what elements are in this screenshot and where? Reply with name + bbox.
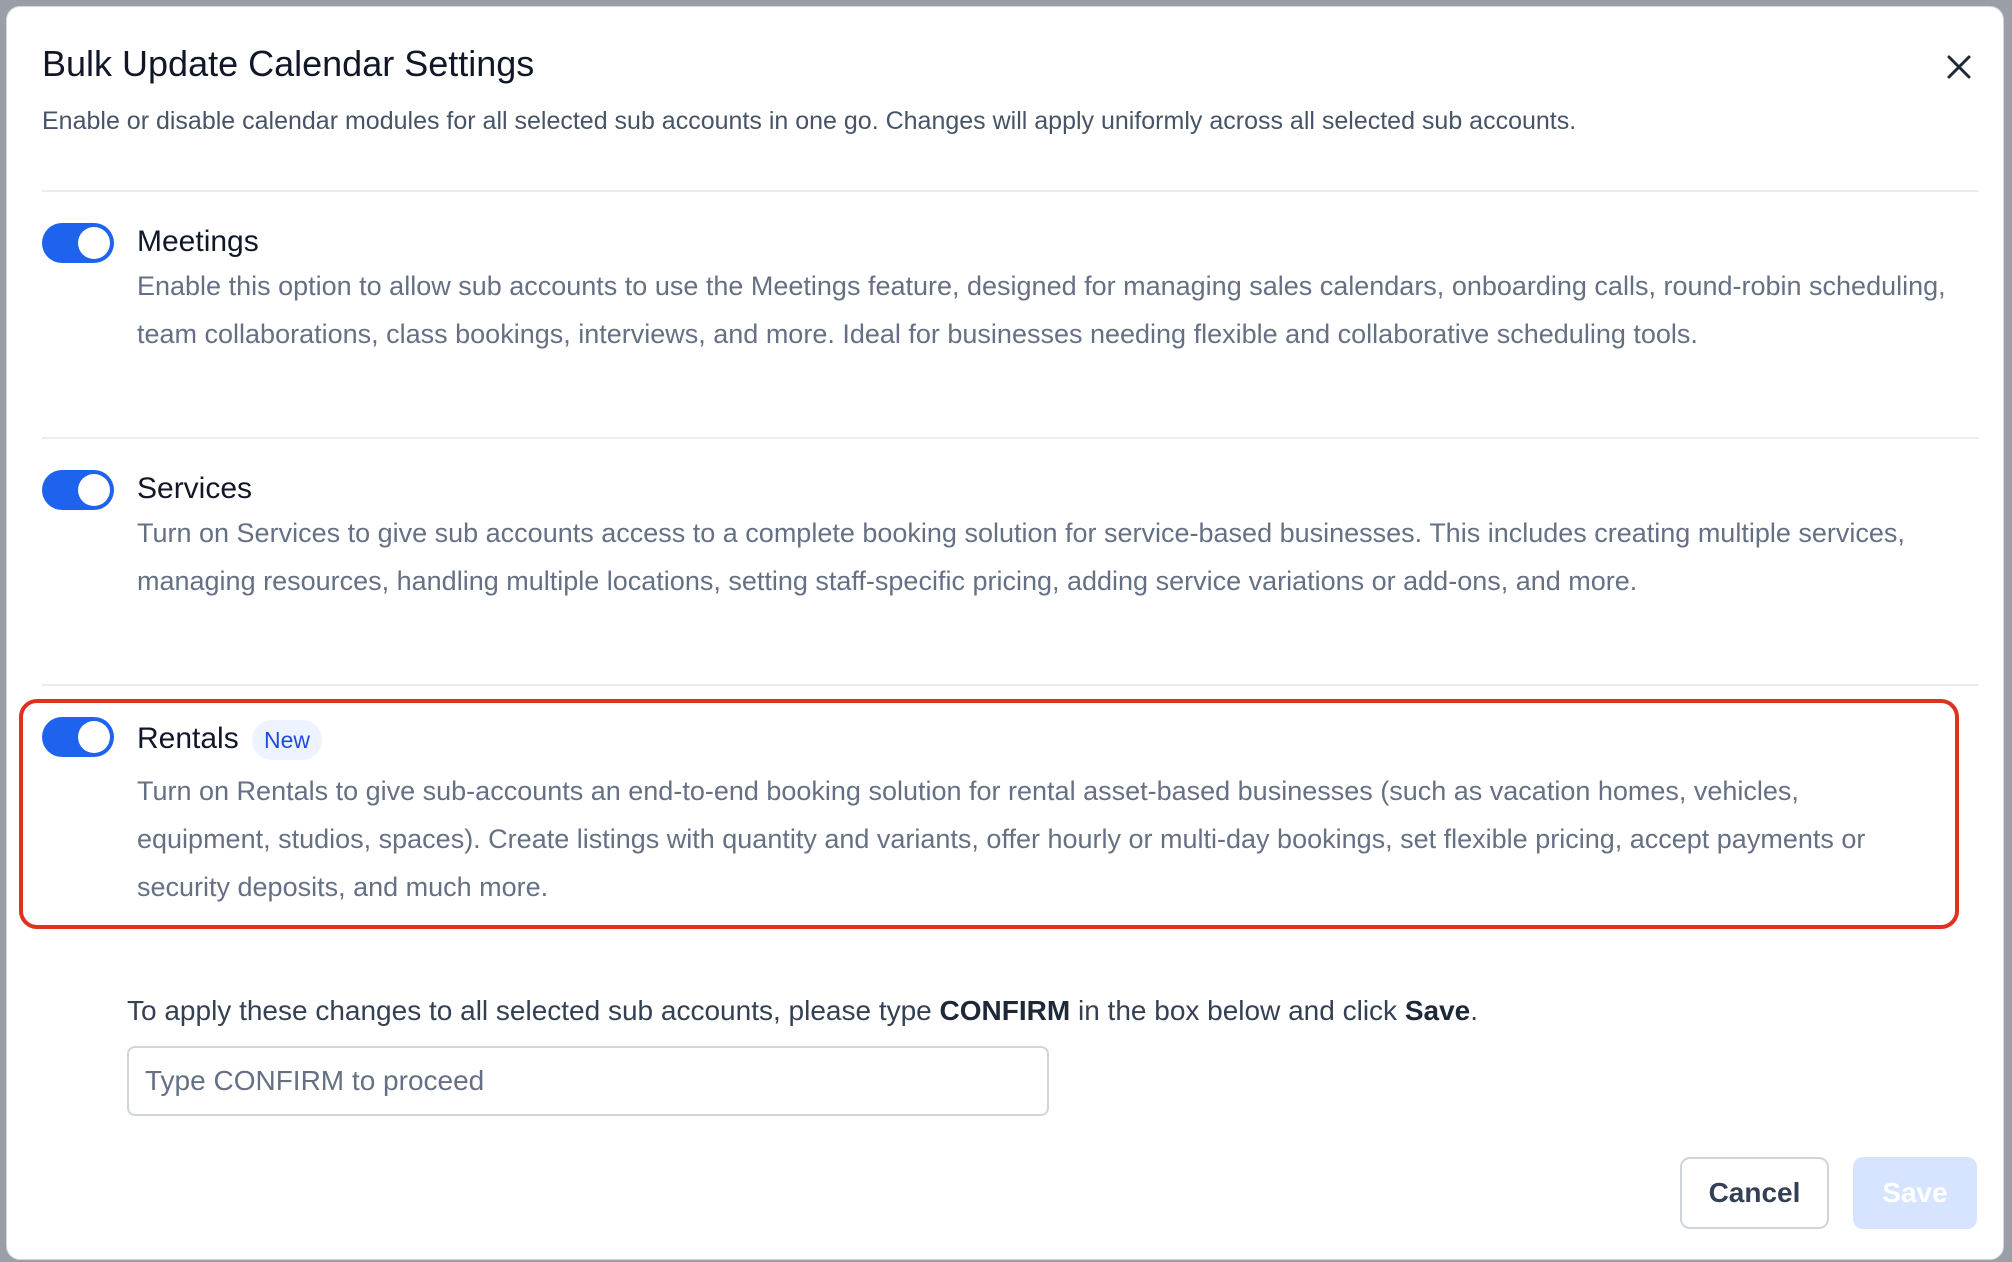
toggle-knob xyxy=(78,227,110,259)
close-button[interactable] xyxy=(1939,47,1979,87)
toggle-knob xyxy=(78,474,110,506)
instruction-text: . xyxy=(1470,995,1479,1026)
services-toggle[interactable] xyxy=(42,470,114,510)
instruction-text: in the box below and click xyxy=(1070,995,1405,1026)
instruction-keyword: CONFIRM xyxy=(939,995,1071,1026)
meetings-title: Meetings xyxy=(137,225,259,258)
close-icon xyxy=(1946,54,1972,80)
dialog-subtitle: Enable or disable calendar modules for all selected sub accounts in one go. Changes will apply uniformly across all selected sub accounts. xyxy=(42,107,1577,135)
rentals-toggle[interactable] xyxy=(42,717,114,757)
bulk-update-dialog xyxy=(6,6,2004,1260)
confirm-input[interactable] xyxy=(127,1046,1049,1116)
divider xyxy=(42,437,1979,439)
instruction-action: Save xyxy=(1404,995,1471,1026)
rentals-title: Rentals xyxy=(137,722,239,755)
services-description: Turn on Services to give sub accounts access to a complete booking solution for service-based businesses. This includes creating multiple services, managing resources, handling multiple locations, setting staff-specific pricing, adding service variations or add-ons, and more. xyxy=(137,518,1905,596)
rentals-description: Turn on Rentals to give sub-accounts an end-to-end booking solution for rental asset-based businesses (such as vacation homes, vehicles, equipment, studios, spaces). Create listings with quantity and variants, offer hourly or multi-day bookings, set flexible pricing, accept payments or security deposits, and much more. xyxy=(137,776,1866,902)
instruction-text: To apply these changes to all selected sub accounts, please type xyxy=(127,995,940,1026)
divider xyxy=(42,684,1979,686)
save-button[interactable]: Save xyxy=(1853,1157,1977,1229)
dialog-title: Bulk Update Calendar Settings xyxy=(42,43,535,84)
meetings-toggle[interactable] xyxy=(42,223,114,263)
meetings-description: Enable this option to allow sub accounts to use the Meetings feature, designed for managing sales calendars, onboarding calls, round-robin scheduling, team collaborations, class bookings, interviews, and more. Ideal for businesses needing flexible and collaborative scheduling tools. xyxy=(137,271,1946,349)
new-badge: New xyxy=(252,720,322,760)
services-title: Services xyxy=(137,472,253,505)
divider xyxy=(42,190,1979,192)
cancel-button[interactable]: Cancel xyxy=(1680,1157,1829,1229)
toggle-knob xyxy=(78,721,110,753)
confirm-instruction xyxy=(127,995,1478,1027)
